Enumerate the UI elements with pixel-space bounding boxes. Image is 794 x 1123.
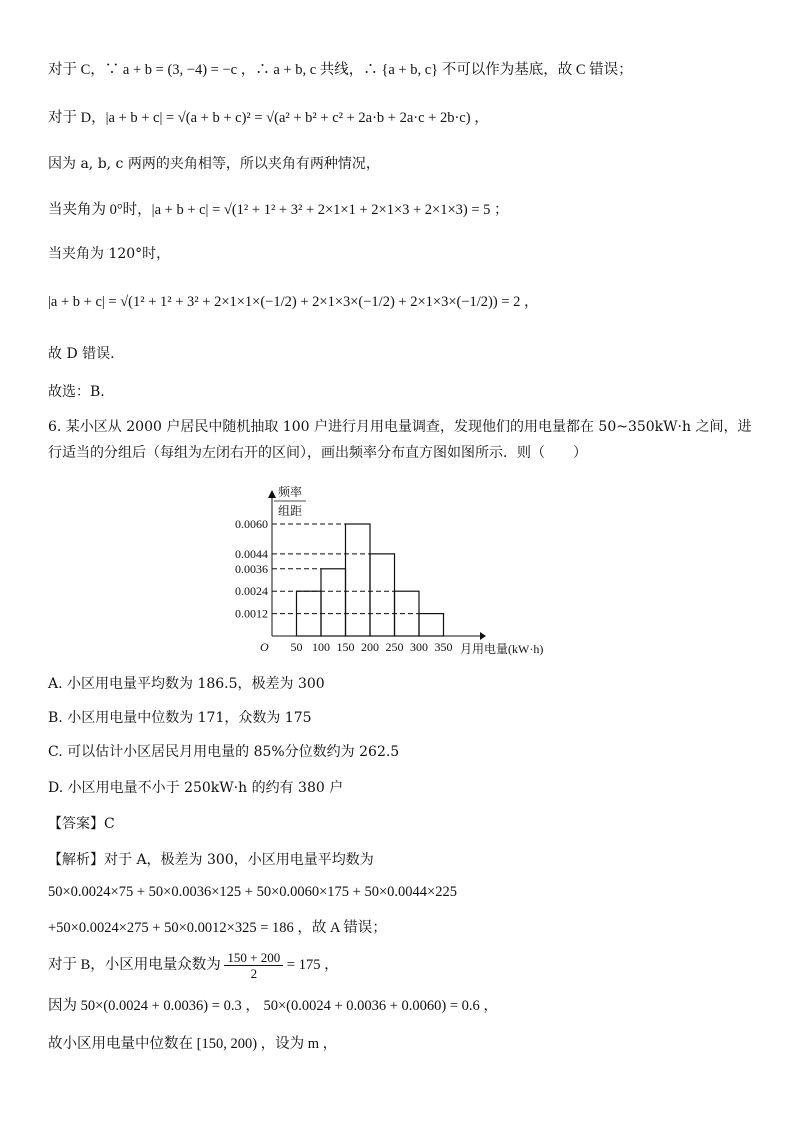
angle-120-line: 当夹角为 120°时， — [48, 246, 171, 262]
origin-label: O — [260, 640, 269, 654]
x-tick-label-0: 50 — [290, 640, 303, 654]
y-tick-label-1: 0.0044 — [235, 546, 268, 561]
y-tick-label-3: 0.0024 — [235, 584, 268, 599]
question-6-stem: 6. 某小区从 2000 户居民中随机抽取 100 户进行月用电量调查，发现他们的用电量都在 50~350kW·h 之间，进行适当的分组后（每组为左闭右开的区间），画出频率分布直方图如图所示．则（ ） — [48, 419, 752, 461]
y-tick-label-2: 0.0036 — [235, 561, 268, 576]
y-axis-arrowhead — [268, 490, 276, 498]
option-a: A. 小区用电量平均数为 186.5，极差为 300 — [48, 676, 325, 692]
median-interval-line: 故小区用电量中位数在 [150, 200) ，设为 m ， — [48, 1036, 338, 1052]
x-tick-label-5: 300 — [410, 640, 428, 654]
frequency-histogram — [228, 484, 568, 656]
mode-fraction-numerator: 150 + 200 — [224, 950, 283, 966]
histogram-bar-6 — [419, 614, 444, 636]
mode-calc-suffix: = 175 ， — [286, 956, 339, 973]
option-b: B. 小区用电量中位数为 171，众数为 175 — [48, 710, 312, 726]
x-axis-label: 月用电量(kW·h) — [460, 642, 544, 656]
angle-120-calc: |a + b + c| = √(1² + 1² + 3² + 2×1×1×(−1/2) + 2×1×3×(−1/2) + 2×1×3×(−1/2)) = 2 ， — [48, 294, 539, 310]
x-tick-label-2: 150 — [336, 640, 355, 654]
angle-cases-line: 因为 a, b, c 两两的夹角相等，所以夹角有两种情况， — [48, 156, 380, 172]
choice-b-line: 故选：B. — [48, 384, 105, 400]
mode-fraction-denominator: 2 — [250, 966, 258, 981]
option-d: D. 小区用电量不小于 250kW·h 的约有 380 户 — [48, 780, 344, 796]
x-tick-label-6: 350 — [434, 640, 453, 654]
histogram-bar-5 — [395, 591, 420, 636]
y-tick-label-4: 0.0012 — [235, 606, 268, 621]
x-axis-arrowhead — [480, 632, 486, 640]
x-tick-label-3: 200 — [361, 640, 379, 654]
solution-line-c: 对于 C，∵ a + b = (3, −4) = −c ，∴ a + b, c 共线，∴ {a + b, c} 不可以作为基底，故 C 错误； — [48, 62, 633, 78]
y-tick-label-0: 0.0060 — [235, 517, 268, 531]
angle-zero-line: 当夹角为 0°时，|a + b + c| = √(1² + 1² + 3² + 2×1×1 + 2×1×3 + 2×1×3) = 5 ； — [48, 202, 509, 218]
histogram-bar-4 — [370, 554, 395, 636]
histogram-bar-3 — [346, 524, 371, 636]
answer-label: 【答案】C — [48, 816, 115, 832]
option-c: C. 可以估计小区居民月用电量的 85%分位数约为 262.5 — [48, 744, 400, 760]
mode-fraction — [224, 950, 283, 981]
x-tick-label-1: 100 — [312, 640, 330, 654]
y-axis-label-numerator: 频率 — [278, 485, 303, 499]
analysis-intro: 【解析】对于 A，极差为 300，小区用电量平均数为 — [48, 852, 374, 868]
solution-line-d: 对于 D，|a + b + c| = √(a + b + c)² = √(a² + b² + c² + 2a·b + 2a·c + 2b·c) ， — [48, 110, 489, 126]
x-tick-label-4: 250 — [385, 640, 404, 654]
d-wrong-line: 故 D 错误. — [48, 346, 115, 362]
median-cumulative-line: 因为 50×(0.0024 + 0.0036) = 0.3 ， 50×(0.0024 + 0.0036 + 0.0060) = 0.6 ， — [48, 998, 498, 1014]
mode-calc-prefix: 对于 B，小区用电量众数为 — [48, 956, 221, 973]
mean-calc-line-2: +50×0.0024×275 + 50×0.0012×325 = 186 ，故 A 错误； — [48, 920, 387, 936]
mean-calc-line-1: 50×0.0024×75 + 50×0.0036×125 + 50×0.0060×175 + 50×0.0044×225 — [48, 884, 457, 900]
histogram-bar-2 — [321, 569, 346, 636]
mode-calc-line — [48, 950, 754, 981]
y-axis-label-denominator: 组距 — [278, 504, 303, 518]
